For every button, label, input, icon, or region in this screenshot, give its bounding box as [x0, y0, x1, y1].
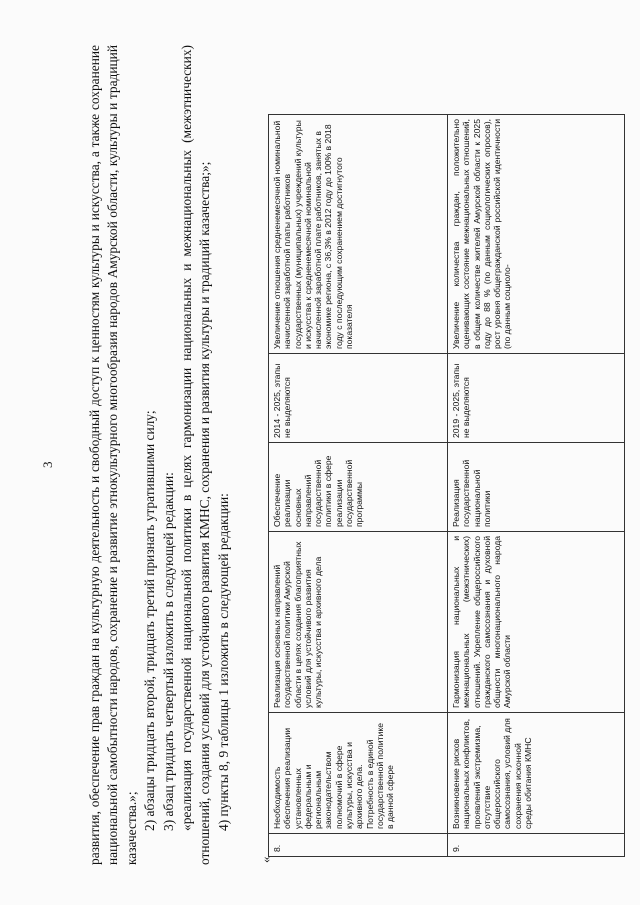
- result-cell: Увеличение отношения средненемесячной номинальной начисленной заработной платы работников государственных (муниципальных) учреждений культуры и искусства к средненемесячной номинальной начисленной заработной плате работников, занятых в экономике региона, с 36,3% в 2012 году до 100% в 2018 году с последующим сохранением достигнутого показателя: [269, 115, 448, 354]
- opening-quote: «: [258, 856, 273, 863]
- page-number: 3: [40, 461, 55, 468]
- problem-cell: Необходимость обеспечения реализации установленных федеральным и региональным законодательством полномочий в сфере культуры, искусства и архивного дела. Потребность в единой государственной политике в данной сфере: [269, 713, 448, 834]
- direction-cell: Гармонизация национальных и межнациональных (межэтнических) отношений. Укрепление общероссийского гражданского самосознания и духовной общности многонационального народа Амурской области: [448, 532, 625, 713]
- result-cell: Увеличение количества граждан, положительно оценивающих состояние межнациональных отношений, в общем количестве жителей Амурской области к 2025 году до 88 % (по данным социологических опросов), рост уровня общегражданской российской идентичности (по данным социоло-: [448, 115, 625, 354]
- paragraph: 2) абзацы тридцать второй, тридцать третий признать утратившими силу;: [142, 410, 158, 831]
- table-1: [268, 114, 625, 857]
- period-cell: 2019 - 2025, этапы не выделяются: [448, 354, 625, 443]
- body-text: [86, 45, 233, 865]
- paragraph: «реализация государственной национальной политики в целях гармонизации национальных и межнациональных (межэтнических) отношений, создания условий для устойчивого развития КМНС, сохранения и развития культуры и традиций казачества;»;: [179, 45, 213, 865]
- row-number: 8.: [269, 834, 448, 857]
- paragraph: развития, обеспечение прав граждан на культурную деятельность и свободный доступ к ценностям культуры и искусства, а также сохранение национальной самобытности народов, сохранение и развитие этнокультурного многообразия народов Амурской области, культуры и традиций казачества.»;: [87, 45, 139, 865]
- paragraph: 4) пункты 8, 9 таблицы 1 изложить в следующей редакции:: [215, 493, 231, 831]
- goal-cell: Реализация государственной национальной политики: [448, 443, 625, 532]
- row-number: 9.: [448, 834, 625, 857]
- paragraph: 3) абзац тридцать четвертый изложить в следующей редакции:: [160, 472, 176, 831]
- goal-cell: Обеспечение реализации основных направлений государственной политики в сфере реализации государственной программы: [269, 443, 448, 532]
- table-row: [448, 115, 625, 857]
- table-row: [269, 115, 448, 857]
- direction-cell: Реализация основных направлений государственной политики Амурской области в целях создания благоприятных условий для устойчивого развития культуры, искусства и архивного дела: [269, 532, 448, 713]
- problem-cell: Возникновение рисков национальных конфликтов, проявлений экстремизма, отсутствие общероссийского самосознания, условий для сохранения исконной среды обитания КМНС: [448, 713, 625, 834]
- period-cell: 2014 - 2025, этапы не выделяются: [269, 354, 448, 443]
